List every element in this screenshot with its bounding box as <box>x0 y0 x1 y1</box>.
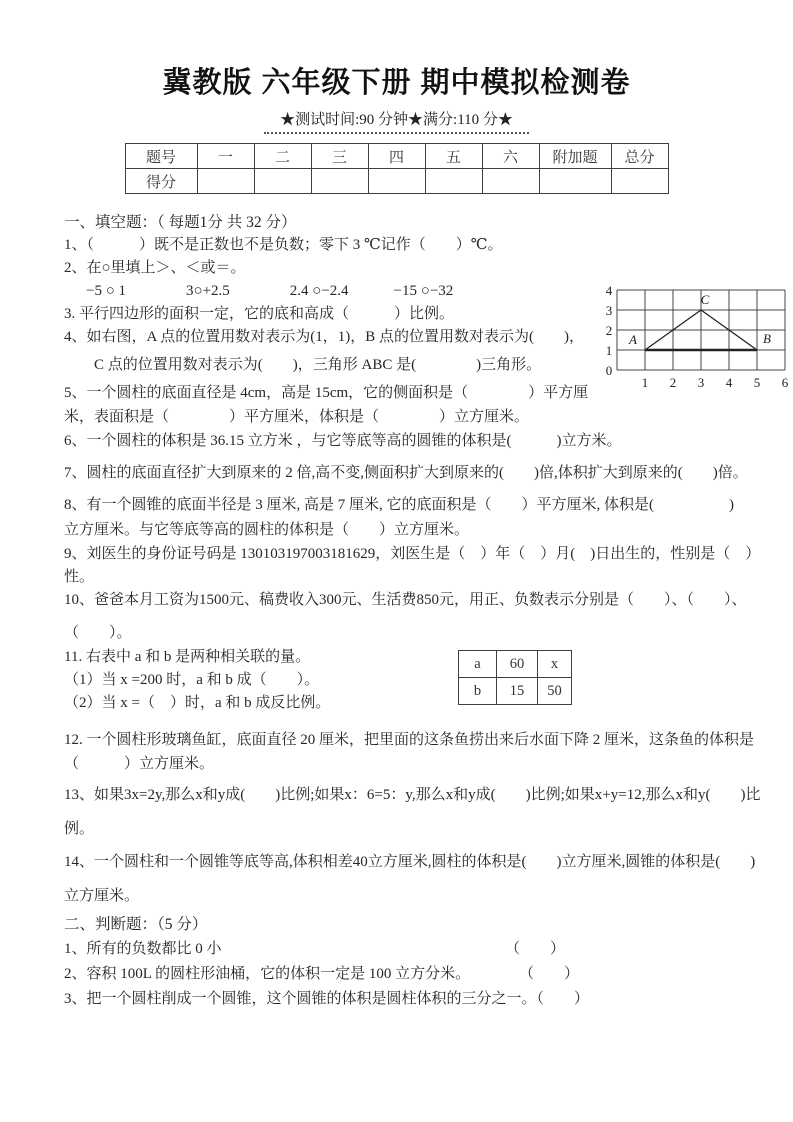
section2-heading: 二、判断题：（5 分） <box>64 916 208 933</box>
ab-table-row <box>459 651 572 678</box>
score-table-header-cell: 五 <box>425 144 482 169</box>
x-axis-label: 3 <box>697 375 705 390</box>
y-axis-label: 2 <box>605 323 613 338</box>
score-table-header-cell: 总分 <box>611 144 668 169</box>
judgement-1 <box>64 938 765 961</box>
y-axis-label: 1 <box>605 343 613 358</box>
question-12-line-2: （ ）立方厘米。 <box>64 756 215 772</box>
score-label-cell: 得分 <box>125 169 197 194</box>
y-axis-label: 3 <box>605 303 613 318</box>
question-13-line-1: 13、如果3x=2y,那么x和y成( )比例;如果x：6=5：y,那么x和y成( )比例;如果x+y=12,那么x和y( )比 <box>64 787 761 803</box>
question-8-line-2: 立方厘米。与它等底等高的圆柱的体积是（ ）立方厘米。 <box>64 522 470 538</box>
score-empty-cell <box>482 169 539 194</box>
exam-info-subtitle: ★测试时间:90 分钟★满分:110 分★ <box>264 108 529 134</box>
score-empty-cell <box>197 169 254 194</box>
score-table-header-cell: 六 <box>482 144 539 169</box>
score-table-header-cell: 题号 <box>125 144 197 169</box>
question-11-sub-1: （1）当 x =200 时，a 和 b 成（ ）。 <box>64 672 320 688</box>
question-4-line-1: 4、如右图，A 点的位置用数对表示为(1，1)，B 点的位置用数对表示为( )， <box>64 329 584 345</box>
question-2-items: −5 ○ 1 3○+2.5 2.4 ○−2.4 −15 ○−32 <box>86 283 454 299</box>
judgement-2 <box>64 963 765 986</box>
question-12-line-1: 12. 一个圆柱形玻璃鱼缸，底面直径 20 厘米，把里面的这条鱼捞出来后水面下降 2 厘米，这条鱼的体积是 <box>64 732 755 748</box>
score-empty-cell <box>539 169 611 194</box>
score-empty-cell <box>311 169 368 194</box>
question-14-line-1: 14、一个圆柱和一个圆锥等底等高,体积相差40立方厘米,圆柱的体积是( )立方厘米,圆锥的体积是( ) <box>64 854 756 870</box>
question-11-block <box>64 646 765 715</box>
question-13-line-2: 例。 <box>64 821 95 837</box>
judgement-2-blank: （ ） <box>519 966 580 982</box>
score-table-score-row <box>125 169 668 194</box>
subtitle-row <box>0 108 793 134</box>
score-table-header-row <box>125 144 668 169</box>
y-axis-label: 0 <box>605 363 613 378</box>
point-c-label: C <box>700 292 710 307</box>
page-title: 冀教版 六年级下册 期中模拟检测卷 <box>162 67 631 99</box>
question-6: 6、一个圆柱的体积是 36.15 立方米 ，与它等底等高的圆锥的体积是( )立方米。 <box>64 433 622 449</box>
judgement-3: 3、把一个圆柱削成一个圆锥，这个圆锥的体积是圆柱体积的三分之一。（ ） <box>64 991 590 1007</box>
score-table-header-cell: 四 <box>368 144 425 169</box>
question-11-sub-2: （2）当 x =（ ）时，a 和 b 成反比例。 <box>64 695 331 711</box>
x-axis-label: 6 <box>781 375 789 390</box>
ab-table-cell: b <box>459 678 497 705</box>
judgement-1-text: 1、所有的负数都比 0 小 <box>64 941 222 957</box>
question-5-line-2: 米，表面积是（ ）平方厘米，体积是（ ）立方厘米。 <box>64 409 530 425</box>
score-table-header-cell: 一 <box>197 144 254 169</box>
ab-table-cell: 15 <box>497 678 538 705</box>
question-8-line-1: 8、有一个圆锥的底面半径是 3 厘米, 高是 7 厘米, 它的底面积是（ ）平方厘米, 体积是( ) <box>64 497 734 513</box>
question-4-line-2: C 点的位置用数对表示为( )，三角形 ABC 是( )三角形。 <box>94 357 542 373</box>
question-11-intro: 11. 右表中 a 和 b 是两种相关联的量。 <box>64 649 311 665</box>
question-10-line-2: （ ）。 <box>64 625 132 641</box>
score-table-header-cell: 三 <box>311 144 368 169</box>
question-14-line-2: 立方厘米。 <box>64 888 140 904</box>
ab-relation-table <box>458 650 572 705</box>
ab-table-cell: a <box>459 651 497 678</box>
question-2: 2、在○里填上＞、＜或＝。 <box>64 260 246 276</box>
question-3: 3. 平行四边形的面积一定，它的底和高成（ ）比例。 <box>64 306 455 322</box>
question-9-line-1: 9、刘医生的身份证号码是 130103197003181629，刘医生是（ ）年（ ）月( )日出生的，性别是（ ） <box>64 546 761 562</box>
exam-body <box>0 194 793 1011</box>
x-axis-label: 4 <box>725 375 733 390</box>
ab-table-row <box>459 678 572 705</box>
ab-table-cell: 60 <box>497 651 538 678</box>
judgement-2-text: 2、容积 100L 的圆柱形油桶，它的体积一定是 100 立方分米。 <box>64 966 471 982</box>
question-5-line-1: 5、一个圆柱的底面直径是 4cm，高是 15cm，它的侧面积是（ ）平方厘 <box>64 385 589 401</box>
question-9-line-2: 性。 <box>64 569 95 585</box>
score-empty-cell <box>254 169 311 194</box>
ab-table-cell: x <box>538 651 572 678</box>
score-table <box>125 143 669 194</box>
x-axis-label: 5 <box>753 375 761 390</box>
judgement-1-blank: （ ） <box>505 941 566 957</box>
coordinate-grid-figure <box>600 280 793 400</box>
y-axis-label: 4 <box>605 283 613 298</box>
score-table-header-cell: 二 <box>254 144 311 169</box>
question-7: 7、圆柱的底面直径扩大到原来的 2 倍,高不变,侧面积扩大到原来的( )倍,体积扩大到原来的( )倍。 <box>64 465 748 481</box>
ab-table-cell: 50 <box>538 678 572 705</box>
point-a-label: A <box>629 332 637 347</box>
score-empty-cell <box>368 169 425 194</box>
x-axis-label: 2 <box>669 375 677 390</box>
x-axis-label: 1 <box>641 375 649 390</box>
section1-heading: 一、填空题：（ 每题1分 共 32 分） <box>64 214 297 231</box>
score-empty-cell <box>611 169 668 194</box>
score-empty-cell <box>425 169 482 194</box>
point-b-label: B <box>763 331 771 346</box>
score-table-header-cell: 附加题 <box>539 144 611 169</box>
question-10-line-1: 10、爸爸本月工资为1500元、稿费收入300元、生活费850元，用正、负数表示分别是（ ）、（ ）、 <box>64 592 747 608</box>
question-1: 1、（ ）既不是正数也不是负数；零下 3 ℃记作（ ）℃。 <box>64 237 503 253</box>
